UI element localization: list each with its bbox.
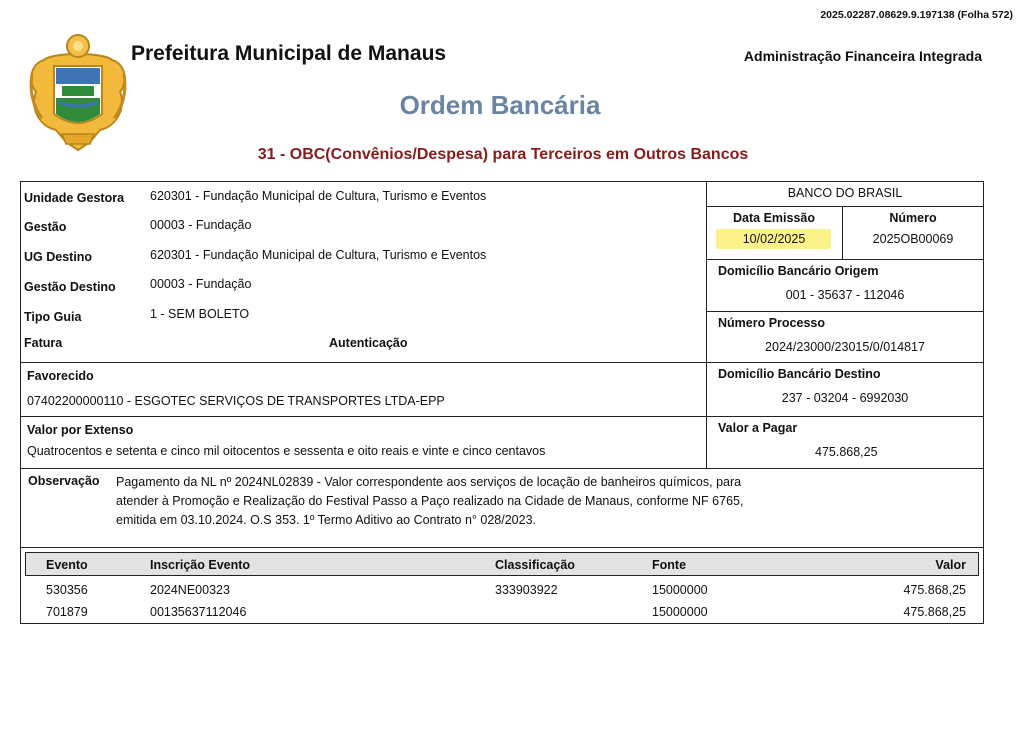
evento-cell: 530356: [46, 583, 88, 597]
favorecido-value: 07402200000110 - ESGOTEC SERVIÇOS DE TRANSPORTES LTDA-EPP: [27, 394, 445, 408]
inscricao-cell: 2024NE00323: [150, 583, 230, 597]
observacao-line: Pagamento da NL nº 2024NL02839 - Valor correspondente aos serviços de locação de banheiros químicos, para: [116, 475, 742, 489]
divider: [20, 362, 984, 363]
valor-pagar-value: 475.868,25: [815, 445, 878, 459]
col-classificacao: Classificação: [495, 558, 575, 572]
fonte-cell: 15000000: [652, 583, 708, 597]
col-fonte: Fonte: [652, 558, 687, 572]
data-emissao-label: Data Emissão: [733, 211, 815, 225]
valor-pagar-label: Valor a Pagar: [718, 421, 798, 435]
valor-cell: 475.868,25: [903, 605, 966, 619]
evento-cell: 701879: [46, 605, 88, 619]
numero-label: Número: [889, 211, 937, 225]
classificacao-cell: 333903922: [495, 583, 558, 597]
manaus-coat-of-arms-icon: [26, 30, 130, 158]
domicilio-origem-label: Domicílio Bancário Origem: [718, 264, 879, 278]
divider: [706, 311, 984, 312]
observacao-line: atender à Promoção e Realização do Festival Passo a Paço realizado na Cidade de Manaus, conforme NF 6765,: [116, 494, 744, 508]
col-valor: Valor: [935, 558, 966, 572]
document-id: 2025.02287.08629.9.197138 (Folha 572): [820, 9, 1013, 21]
fonte-cell: 15000000: [652, 605, 708, 619]
valor-extenso-label: Valor por Extenso: [27, 423, 134, 437]
tipo-guia-value: 1 - SEM BOLETO: [150, 307, 250, 321]
divider: [706, 206, 984, 207]
fatura-label: Fatura: [24, 336, 63, 350]
unidade-gestora-value: 620301 - Fundação Municipal de Cultura, Turismo e Eventos: [150, 189, 487, 203]
page-title: Ordem Bancária: [399, 90, 601, 120]
ob-type-subtitle: 31 - OBC(Convênios/Despesa) para Terceiros em Outros Bancos: [257, 146, 749, 163]
col-evento: Evento: [46, 558, 88, 572]
administracao-label: Administração Financeira Integrada: [743, 48, 982, 64]
divider: [20, 416, 984, 417]
divider: [20, 468, 984, 469]
observacao-label: Observação: [28, 474, 100, 488]
observacao-line: emitida em 03.10.2024. O.S 353. 1º Termo Aditivo ao Contrato n° 028/2023.: [116, 513, 537, 527]
valor-cell: 475.868,25: [903, 583, 966, 597]
valor-extenso-value: Quatrocentos e setenta e cinco mil oitocentos e sessenta e oito reais e vinte e cinco centavos: [27, 444, 546, 458]
tipo-guia-label: Tipo Guia: [24, 310, 82, 324]
inscricao-cell: 00135637112046: [150, 605, 247, 619]
divider: [706, 259, 984, 260]
domicilio-origem-value: 001 - 35637 - 112046: [785, 288, 905, 302]
numero-processo-label: Número Processo: [718, 316, 825, 330]
favorecido-label: Favorecido: [27, 369, 94, 383]
ug-destino-label: UG Destino: [24, 250, 93, 264]
numero-processo-value: 2024/23000/23015/0/014817: [765, 340, 925, 354]
domicilio-destino-value: 237 - 03204 - 6992030: [781, 391, 909, 405]
unidade-gestora-label: Unidade Gestora: [24, 191, 125, 205]
autenticacao-label: Autenticação: [329, 336, 408, 350]
banco-name: BANCO DO BRASIL: [787, 186, 903, 200]
col-inscricao-evento: Inscrição Evento: [150, 558, 251, 572]
observacao-text: [116, 473, 856, 530]
gestao-label: Gestão: [24, 220, 67, 234]
divider: [20, 547, 984, 548]
gestao-value: 00003 - Fundação: [150, 218, 252, 232]
ug-destino-value: 620301 - Fundação Municipal de Cultura, Turismo e Eventos: [150, 248, 487, 262]
gestao-destino-value: 00003 - Fundação: [150, 277, 252, 291]
gestao-destino-label: Gestão Destino: [24, 280, 116, 294]
data-emissao-value: 10/02/2025: [742, 232, 806, 246]
numero-value: 2025OB00069: [872, 232, 954, 246]
prefeitura-title: Prefeitura Municipal de Manaus: [131, 42, 447, 65]
domicilio-destino-label: Domicílio Bancário Destino: [718, 367, 881, 381]
